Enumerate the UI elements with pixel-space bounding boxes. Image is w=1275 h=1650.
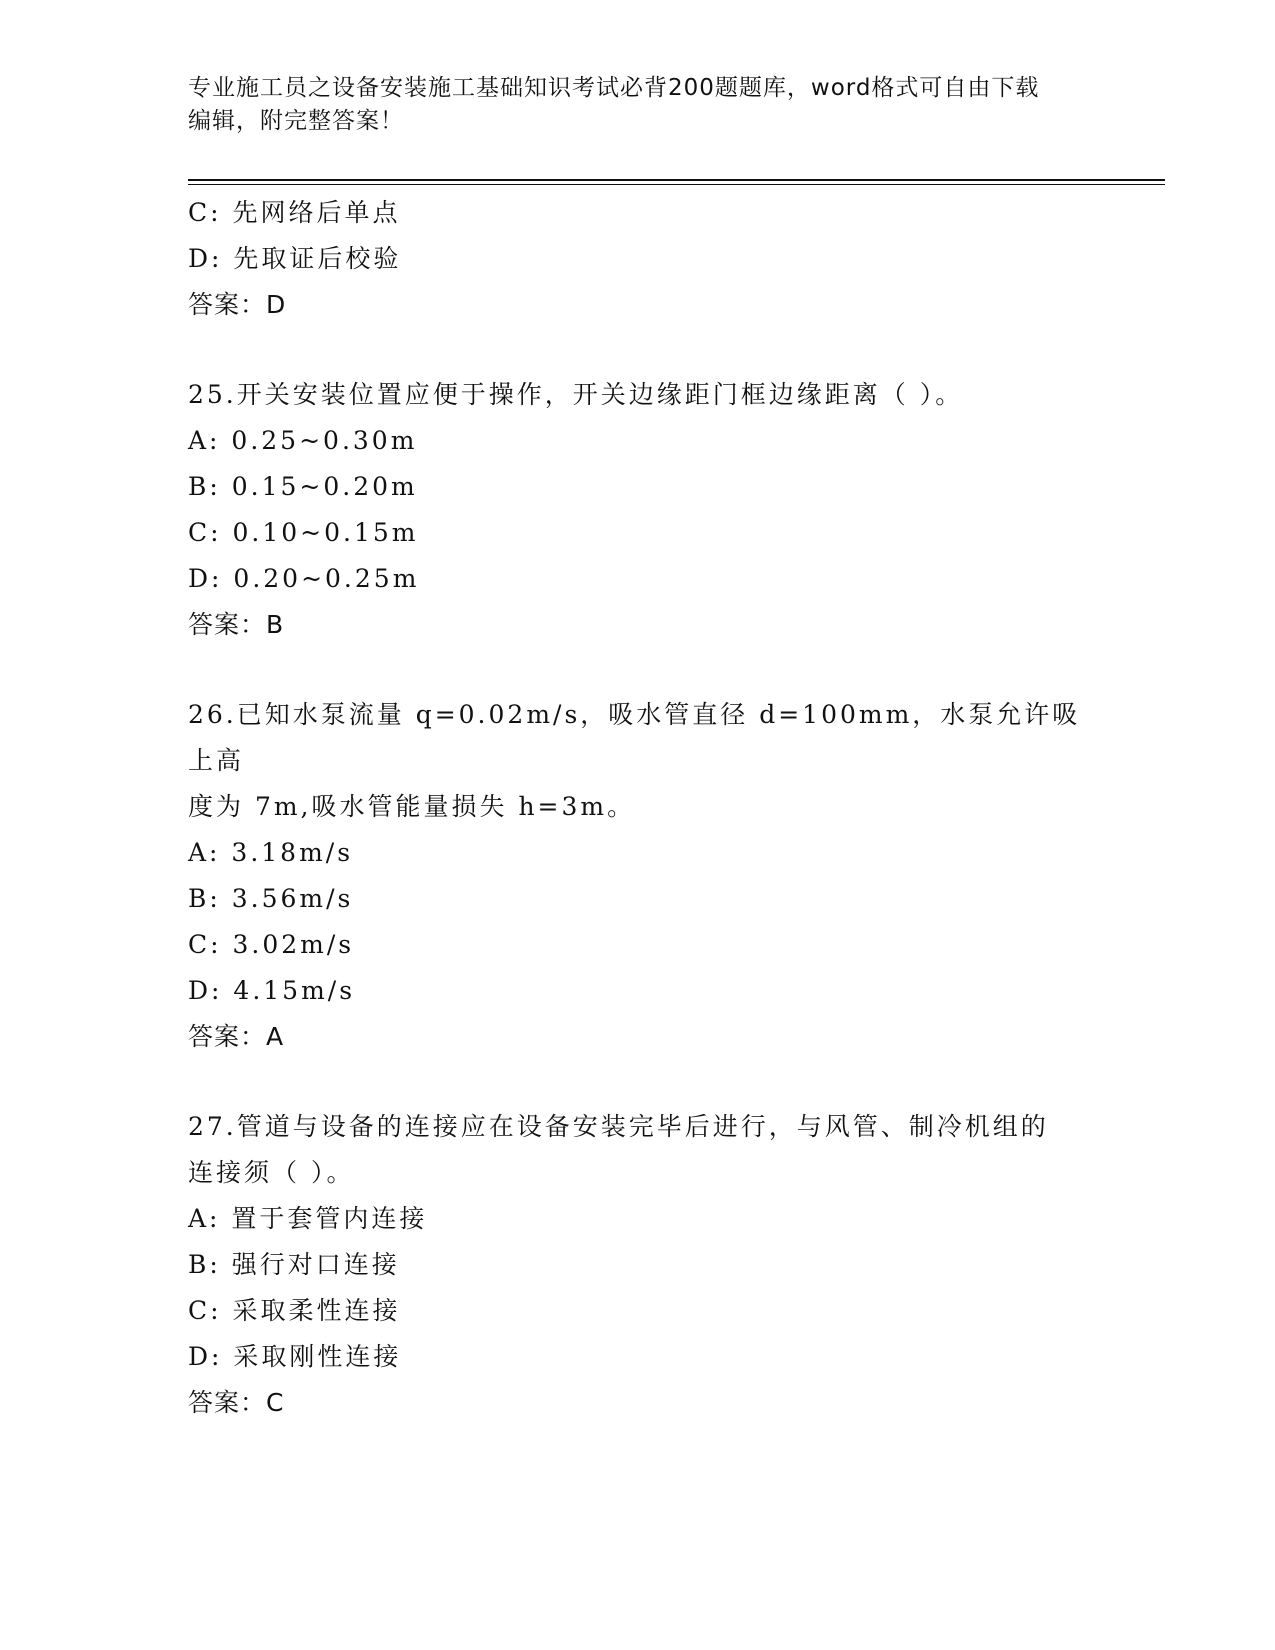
- question-text-line-1: 27.管道与设备的连接应在设备安装完毕后进行，与风管、制冷机组的: [188, 1112, 1049, 1141]
- question-24-tail: [188, 190, 1088, 328]
- option-c: C: 先网络后单点: [188, 198, 401, 227]
- question-25: [188, 372, 1088, 648]
- question-26: [188, 692, 1088, 1060]
- document-body: [188, 190, 1088, 1426]
- header-rule-thin: [188, 184, 1165, 185]
- option-d: D: 4.15m/s: [188, 976, 356, 1005]
- option-d: D: 采取刚性连接: [188, 1342, 402, 1371]
- header-line-2: 编辑，附完整答案！: [188, 108, 404, 134]
- document-header: [188, 72, 1088, 138]
- question-text: 25.开关安装位置应便于操作，开关边缘距门框边缘距离（ ）。: [188, 380, 964, 409]
- question-text-line-2: 连接须（ ）。: [188, 1158, 355, 1187]
- header-line-1: 专业施工员之设备安装施工基础知识考试必背200题题库，word格式可自由下载: [188, 75, 1040, 101]
- answer-line: 答案：B: [188, 610, 285, 639]
- option-c: C: 采取柔性连接: [188, 1296, 401, 1325]
- option-a: A: 3.18m/s: [188, 838, 354, 867]
- question-text-line-1: 26.已知水泵流量 q=0.02m/s，吸水管直径 d=100mm，水泵允许吸上高: [188, 700, 1081, 775]
- option-c: C: 3.02m/s: [188, 930, 355, 959]
- option-b: B: 强行对口连接: [188, 1250, 400, 1279]
- question-27: [188, 1104, 1088, 1426]
- answer-line: 答案：D: [188, 290, 287, 319]
- question-text-line-2: 度为 7m,吸水管能量损失 h=3m。: [188, 792, 636, 821]
- option-c: C: 0.10~0.15m: [188, 518, 419, 547]
- option-d: D: 先取证后校验: [188, 244, 402, 273]
- answer-line: 答案：A: [188, 1022, 285, 1051]
- option-a: A: 0.25~0.30m: [188, 426, 418, 455]
- header-rule-thick: [188, 179, 1165, 181]
- option-b: B: 3.56m/s: [188, 884, 354, 913]
- option-b: B: 0.15~0.20m: [188, 472, 418, 501]
- answer-line: 答案：C: [188, 1388, 285, 1417]
- option-d: D: 0.20~0.25m: [188, 564, 420, 593]
- option-a: A: 置于套管内连接: [188, 1204, 428, 1233]
